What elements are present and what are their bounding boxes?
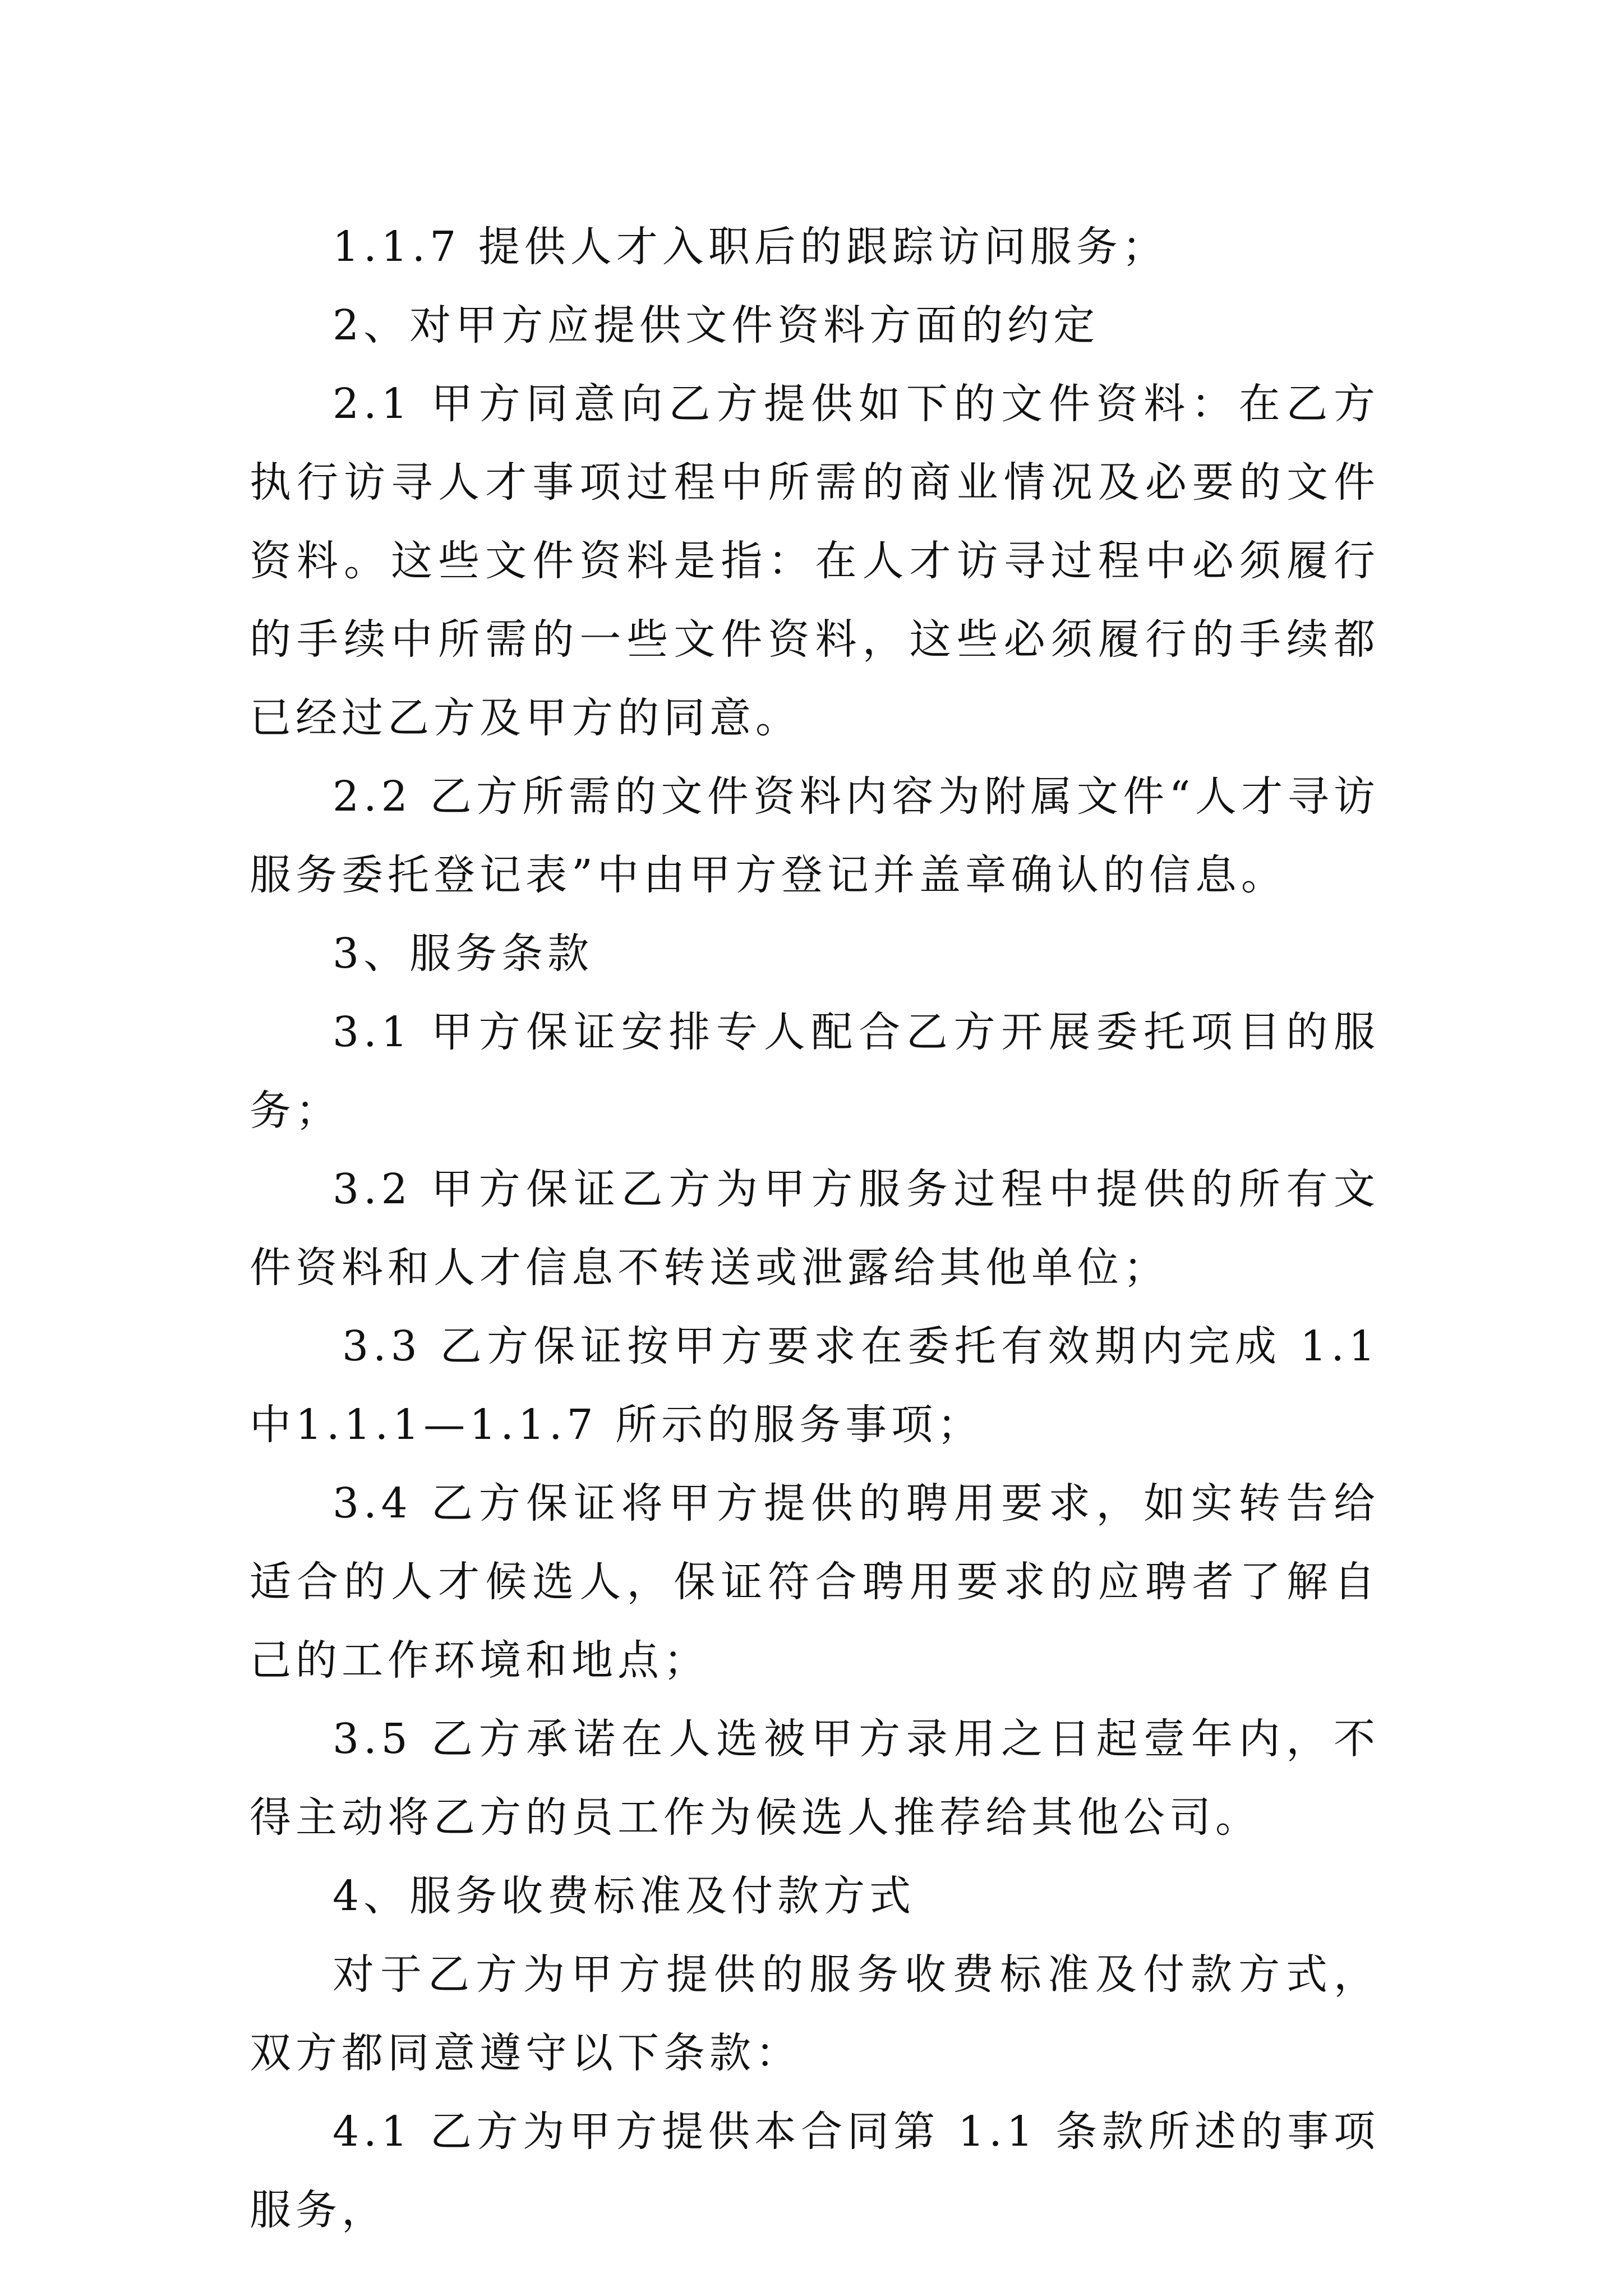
paragraph-4-1: 4.1 乙方为甲方提供本合同第 1.1 条款所述的事项服务， bbox=[250, 2108, 1380, 2234]
paragraph-3-3: 3.3 乙方保证按甲方要求在委托有效期内完成 1.1 中1.1.1—1.1.7 所示的服务事项； bbox=[250, 1322, 1380, 1449]
paragraph-4-intro: 对于乙方为甲方提供的服务收费标准及付款方式，双方都同意遵守以下条款： bbox=[250, 1950, 1380, 2077]
paragraph-3-2: 3.2 甲方保证乙方为甲方服务过程中提供的所有文件资料和人才信息不转送或泄露给其他单位； bbox=[250, 1165, 1380, 1292]
paragraph-2-2: 2.2 乙方所需的文件资料内容为附属文件“人才寻访服务委托登记表”中由甲方登记并盖章确认的信息。 bbox=[250, 772, 1380, 899]
section-heading-3: 3、服务条款 bbox=[333, 930, 594, 978]
paragraph-3-4: 3.4 乙方保证将甲方提供的聘用要求，如实转告给适合的人才候选人，保证符合聘用要求的应聘者了解自己的工作环境和地点； bbox=[250, 1479, 1380, 1685]
section-heading-2: 2、对甲方应提供文件资料方面的约定 bbox=[333, 301, 1100, 349]
paragraph-2-1: 2.1 甲方同意向乙方提供如下的文件资料：在乙方执行访寻人才事项过程中所需的商业情况及必要的文件资料。这些文件资料是指：在人才访寻过程中必须履行的手续中所需的一些文件资料，这些必须履行的手续都已经过乙方及甲方的同意。 bbox=[250, 380, 1380, 742]
paragraph-3-1: 3.1 甲方保证安排专人配合乙方开展委托项目的服务； bbox=[250, 1008, 1380, 1135]
paragraph-3-5: 3.5 乙方承诺在人选被甲方录用之日起壹年内，不得主动将乙方的员工作为候选人推荐给其他公司。 bbox=[250, 1715, 1380, 1842]
paragraph-1-1-7: 1.1.7 提供人才入职后的跟踪访问服务； bbox=[333, 223, 1168, 271]
section-heading-4: 4、服务收费标准及付款方式 bbox=[333, 1872, 916, 1920]
document-body bbox=[250, 208, 1380, 2249]
